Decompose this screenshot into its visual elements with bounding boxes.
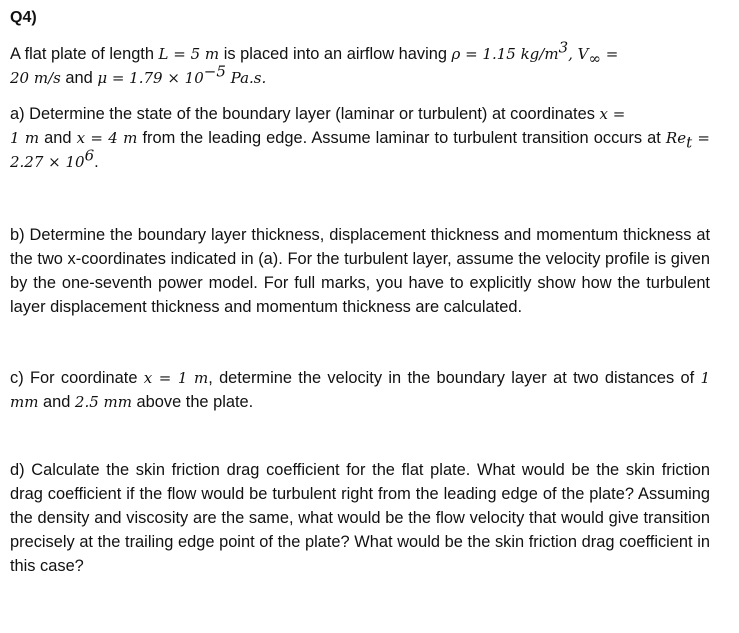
plate-length-value: L = 5 m: [158, 45, 220, 63]
intro-paragraph: [10, 38, 710, 90]
transition-exponent: 6: [84, 146, 95, 165]
x-coordinate-1: 1 m: [10, 129, 40, 147]
part-c-text: and: [38, 393, 75, 411]
x-coordinate-c: x = 1 m: [143, 369, 209, 387]
part-c-text: above the plate.: [132, 393, 254, 411]
viscosity-unit: Pa.s.: [225, 69, 267, 87]
part-a-text: .: [94, 153, 99, 171]
question-page: [10, 8, 710, 578]
transition-reynolds-value: = 2.27 × 10: [10, 129, 710, 171]
intro-text: and: [60, 69, 98, 87]
part-c-text: c) For coordinate: [10, 369, 144, 387]
freestream-velocity-value: 20 m/s: [10, 69, 61, 87]
density-exponent: 3: [558, 38, 569, 57]
x-coordinate-symbol: x =: [599, 105, 626, 123]
x-coordinate-2: x = 4 m: [76, 129, 138, 147]
intro-text: A flat plate of length: [10, 45, 159, 63]
equals-sign: =: [600, 45, 619, 63]
part-c-text: , determine the velocity in the boundary layer at two distances of: [208, 369, 701, 387]
part-a-text: a) Determine the state of the boundary layer (laminar or turbulent) at coordinates: [10, 105, 600, 123]
density-value: ρ = 1.15 kg/m: [451, 45, 559, 63]
distance-2: 2.5 mm: [74, 393, 132, 411]
part-a-text: and: [39, 129, 77, 147]
part-a-paragraph: [10, 102, 710, 174]
intro-text: is placed into an airflow having: [219, 45, 452, 63]
part-a-text: from the leading edge. Assume laminar to turbulent transition occurs at: [137, 129, 666, 147]
part-c-paragraph: [10, 366, 710, 414]
infinity-subscript: ∞: [588, 49, 601, 68]
transition-subscript: t: [686, 133, 693, 152]
viscosity-exponent: −5: [203, 62, 226, 81]
part-d-paragraph: d) Calculate the skin friction drag coefficient for the flat plate. What would be the skin friction drag coefficient if the flow would be turbulent right from the leading edge of the plate? Assuming the density and viscosity are the same, what would be the flow velocity that would give transition precisely at the trailing edge point of the plate? What would be the skin friction drag coefficient in this case?: [10, 461, 710, 575]
freestream-velocity-symbol: , V: [568, 45, 589, 63]
distance-1: 1 mm: [10, 369, 711, 411]
part-b-paragraph: b) Determine the boundary layer thickness, displacement thickness and momentum thickness at the two x-coordinates indicated in (a). For the turbulent layer, assume the velocity profile is given by the one-seventh power model. For full marks, you have to explicitly show how the turbulent layer displacement thickness and momentum thickness are calculated.: [10, 226, 710, 316]
viscosity-value: μ = 1.79 × 10: [97, 69, 204, 87]
question-title: Q4): [10, 9, 37, 26]
transition-reynolds-symbol: Re: [665, 129, 687, 147]
